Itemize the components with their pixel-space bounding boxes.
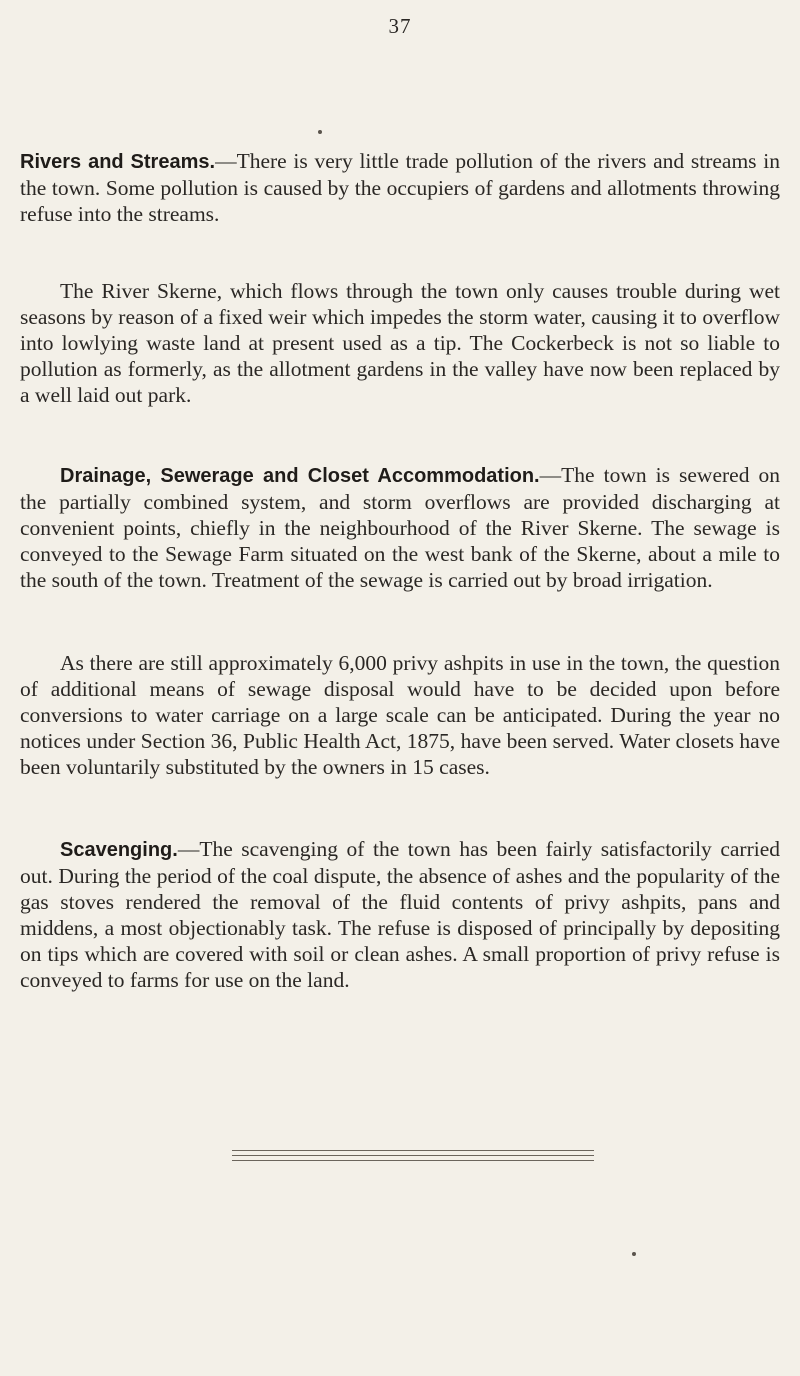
- paragraph-scavenging: [20, 836, 780, 993]
- divider-rule: [232, 1155, 594, 1156]
- paragraph-drainage: [20, 462, 780, 593]
- divider-rule: [232, 1150, 594, 1151]
- print-mark: [318, 130, 322, 134]
- section-scavenging: [20, 836, 780, 993]
- page-number: 37: [388, 14, 412, 38]
- divider-rule: [232, 1160, 594, 1161]
- section-skerne: [20, 278, 780, 408]
- section-rivers: [20, 148, 780, 227]
- text-drainage: —The town is sewered on the partially combined system, and storm overflows are provided discharging at convenient points, chiefly in the neighbourhood of the River Skerne. The sewage is conveyed to the Sewage Farm situated on the west bank of the Skerne, about a mile to the south of the town. Treatment of the sewage is carried out by broad irrigation.: [20, 463, 781, 592]
- text-skerne: The River Skerne, which flows through the town only causes trouble during wet seasons by reason of a fixed weir which impedes the storm water, causing it to overflow into lowlying waste land at present used as a tip. The Cockerbeck is not so liable to pollution as formerly, as the allotment gardens in the valley have now been replaced by a well laid out park.: [20, 279, 780, 407]
- heading-scavenging: Scavenging.: [60, 839, 178, 861]
- print-mark: [632, 1252, 636, 1256]
- section-ashpits: [20, 650, 780, 780]
- paragraph-ashpits: [20, 650, 780, 780]
- text-scavenging: —The scavenging of the town has been fairly satisfactorily carried out. During the period of the coal dispute, the absence of ashes and the popularity of the gas stoves rendered the removal of the fluid contents of privy ashpits, pans and middens, a most objectionably task. The refuse is disposed of principally by depositing on tips which are covered with soil or clean ashes. A small proportion of privy refuse is conveyed to farms for use on the land.: [20, 837, 780, 992]
- text-ashpits: As there are still approximately 6,000 privy ashpits in use in the town, the question of additional means of sewage disposal would have to be decided upon before conversions to water carriage on a large scale can be anticipated. During the year no notices under Section 36, Public Health Act, 1875, have been served. Water closets have been voluntarily substituted by the owners in 15 cases.: [20, 651, 780, 779]
- heading-rivers-and-streams: Rivers and Streams.: [20, 151, 216, 173]
- text-rivers: —There is very little trade pollution of the rivers and streams in the town. Some pollution is caused by the occupiers of gardens and allotments throwing refuse into the streams.: [20, 149, 780, 226]
- heading-drainage-sewerage: Drainage, Sewerage and Closet Accommodation.: [60, 465, 540, 487]
- section-drainage: [20, 462, 780, 593]
- paragraph-rivers: [20, 148, 780, 227]
- paragraph-skerne: [20, 278, 780, 408]
